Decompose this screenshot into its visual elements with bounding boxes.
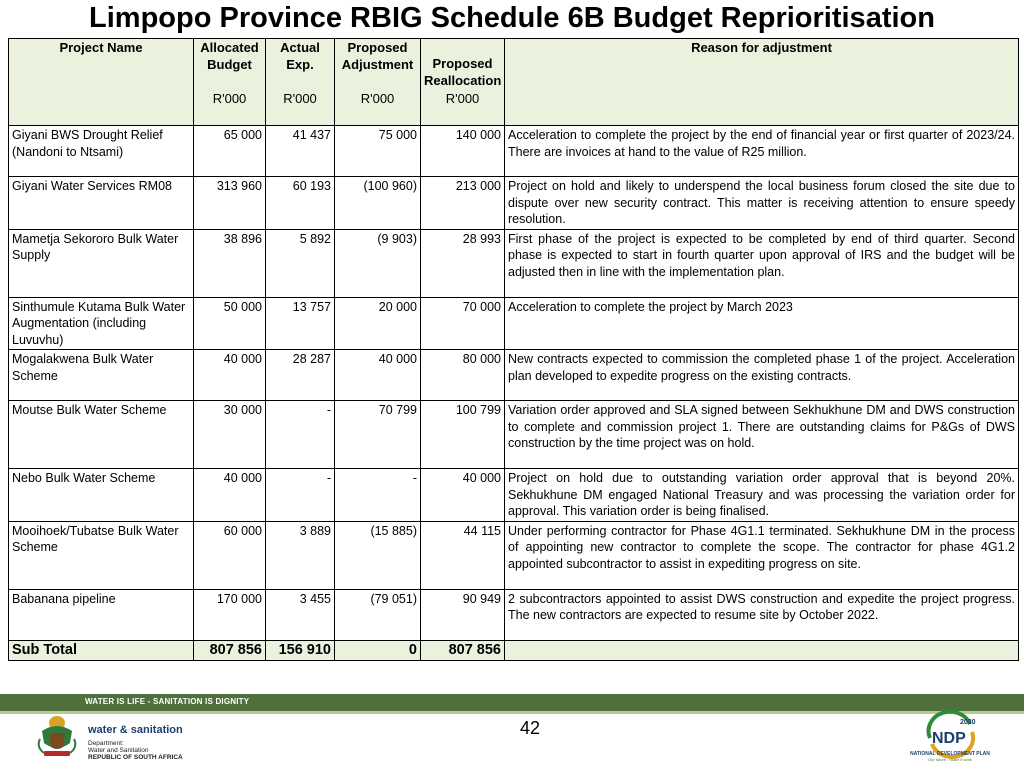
cell-project: Sinthumule Kutama Bulk Water Augmentation (including Luvuvhu) [9, 297, 194, 350]
budget-table [8, 38, 1019, 661]
header-proposed-adjustment: Proposed Adjustment R'000 [335, 39, 421, 126]
cell-allocated: 40 000 [194, 469, 266, 522]
cell-allocated: 38 896 [194, 229, 266, 297]
cell-adjustment: (9 903) [335, 229, 421, 297]
cell-reallocation: 90 949 [421, 589, 505, 640]
ndp-tagline: Our future - make it work [927, 757, 973, 762]
cell-project: Nebo Bulk Water Scheme [9, 469, 194, 522]
cell-actual: 13 757 [266, 297, 335, 350]
cell-adjustment: - [335, 469, 421, 522]
department-subtitle [88, 740, 183, 761]
table-row [9, 297, 1019, 350]
header-allocated-budget: Allocated Budget R'000 [194, 39, 266, 126]
header-project-name: Project Name [9, 39, 194, 126]
cell-adjustment: 70 799 [335, 401, 421, 469]
cell-reallocation: 28 993 [421, 229, 505, 297]
cell-allocated: 170 000 [194, 589, 266, 640]
cell-allocated: 30 000 [194, 401, 266, 469]
cell-project: Babanana pipeline [9, 589, 194, 640]
cell-reason: Variation order approved and SLA signed between Sekhukhune DM and DWS construction to complete and commission project 1. There are outstanding claims for P&Gs of DWS construction by the time project was on hold. [505, 401, 1019, 469]
cell-reallocation: 40 000 [421, 469, 505, 522]
cell-actual: 3 455 [266, 589, 335, 640]
cell-actual: 28 287 [266, 350, 335, 401]
cell-reallocation: 213 000 [421, 177, 505, 230]
department-name: water & sanitation [88, 724, 183, 736]
subtotal-actual: 156 910 [266, 640, 335, 660]
cell-actual: 41 437 [266, 126, 335, 177]
header-reason: Reason for adjustment [505, 39, 1019, 126]
cell-reason: Project on hold and likely to underspend the local business forum closed the site due to dispute over new security contract. This matter is receiving attention to ensure speedy resolution. [505, 177, 1019, 230]
subtotal-reason [505, 640, 1019, 660]
footer-divider [0, 711, 1024, 714]
table-row [9, 229, 1019, 297]
table-row [9, 126, 1019, 177]
cell-project: Mogalakwena Bulk Water Scheme [9, 350, 194, 401]
page-number: 42 [520, 718, 541, 738]
ndp-acronym: NDP [932, 730, 966, 747]
footer-slogan: WATER IS LIFE - SANITATION IS DIGNITY [85, 697, 250, 706]
cell-reallocation: 80 000 [421, 350, 505, 401]
subtotal-allocated: 807 856 [194, 640, 266, 660]
cell-allocated: 313 960 [194, 177, 266, 230]
cell-actual: 5 892 [266, 229, 335, 297]
ndp-full-name: NATIONAL DEVELOPMENT PLAN [910, 751, 990, 757]
table-header-row [9, 39, 1019, 126]
department-line-1: Department: [88, 740, 124, 747]
subtotal-row [9, 640, 1019, 660]
subtotal-reallocation: 807 856 [421, 640, 505, 660]
cell-reason: New contracts expected to commission the completed phase 1 of the project. Acceleration plan developed to expedite progress on the existing contracts. [505, 350, 1019, 401]
cell-actual: 3 889 [266, 521, 335, 589]
subtotal-label: Sub Total [9, 640, 194, 660]
cell-project: Mooihoek/Tubatse Bulk Water Scheme [9, 521, 194, 589]
cell-project: Mametja Sekororo Bulk Water Supply [9, 229, 194, 297]
cell-allocated: 50 000 [194, 297, 266, 350]
cell-actual: - [266, 401, 335, 469]
cell-adjustment: (79 051) [335, 589, 421, 640]
table-row [9, 350, 1019, 401]
table-row [9, 177, 1019, 230]
cell-reallocation: 140 000 [421, 126, 505, 177]
cell-reason: 2 subcontractors appointed to assist DWS construction and expedite the project progress. The new contractors are expected to resume site by October 2022. [505, 589, 1019, 640]
cell-reason: Under performing contractor for Phase 4G1.1 terminated. Sekhukhune DM in the process of appointing new contractor to complete the scope. The contractor for phase 4G1.2 appointed subcontractor to assist in expediting progress on site. [505, 521, 1019, 589]
cell-reallocation: 100 799 [421, 401, 505, 469]
cell-adjustment: 20 000 [335, 297, 421, 350]
table-row [9, 469, 1019, 522]
ndp-logo-icon [908, 710, 992, 766]
cell-adjustment: 75 000 [335, 126, 421, 177]
cell-adjustment: (15 885) [335, 521, 421, 589]
cell-reason: Acceleration to complete the project by March 2023 [505, 297, 1019, 350]
department-line-2: Water and Sanitation [88, 747, 149, 754]
cell-actual: 60 193 [266, 177, 335, 230]
header-actual-exp: Actual Exp. R'000 [266, 39, 335, 126]
ndp-year: 2030 [960, 719, 976, 726]
subtotal-adjustment: 0 [335, 640, 421, 660]
table-row [9, 589, 1019, 640]
table-row [9, 521, 1019, 589]
cell-allocated: 60 000 [194, 521, 266, 589]
cell-reallocation: 44 115 [421, 521, 505, 589]
page-title: Limpopo Province RBIG Schedule 6B Budget Reprioritisation [89, 2, 935, 34]
cell-reallocation: 70 000 [421, 297, 505, 350]
cell-project: Giyani Water Services RM08 [9, 177, 194, 230]
cell-adjustment: 40 000 [335, 350, 421, 401]
cell-project: Giyani BWS Drought Relief (Nandoni to Ntsami) [9, 126, 194, 177]
cell-project: Moutse Bulk Water Scheme [9, 401, 194, 469]
header-proposed-reallocation: Proposed Reallocation R'000 [421, 39, 505, 126]
cell-actual: - [266, 469, 335, 522]
cell-allocated: 65 000 [194, 126, 266, 177]
cell-adjustment: (100 960) [335, 177, 421, 230]
cell-allocated: 40 000 [194, 350, 266, 401]
table-row [9, 401, 1019, 469]
department-line-3: REPUBLIC OF SOUTH AFRICA [88, 754, 183, 761]
cell-reason: Acceleration to complete the project by the end of financial year or first quarter of 2023/24. There are invoices at hand to the value of R25 million. [505, 126, 1019, 177]
cell-reason: First phase of the project is expected to be completed by end of third quarter. Second phase is expected to start in fourth quarter upon approval of IRS and the budget will be adjusted then in line with the implementation plan. [505, 229, 1019, 297]
cell-reason: Project on hold due to outstanding variation order approval that is beyond 20%. Sekhukhune DM engaged National Treasury and was processing the variation order for approval. This variation order is being finalised. [505, 469, 1019, 522]
coat-of-arms-icon [34, 713, 80, 763]
